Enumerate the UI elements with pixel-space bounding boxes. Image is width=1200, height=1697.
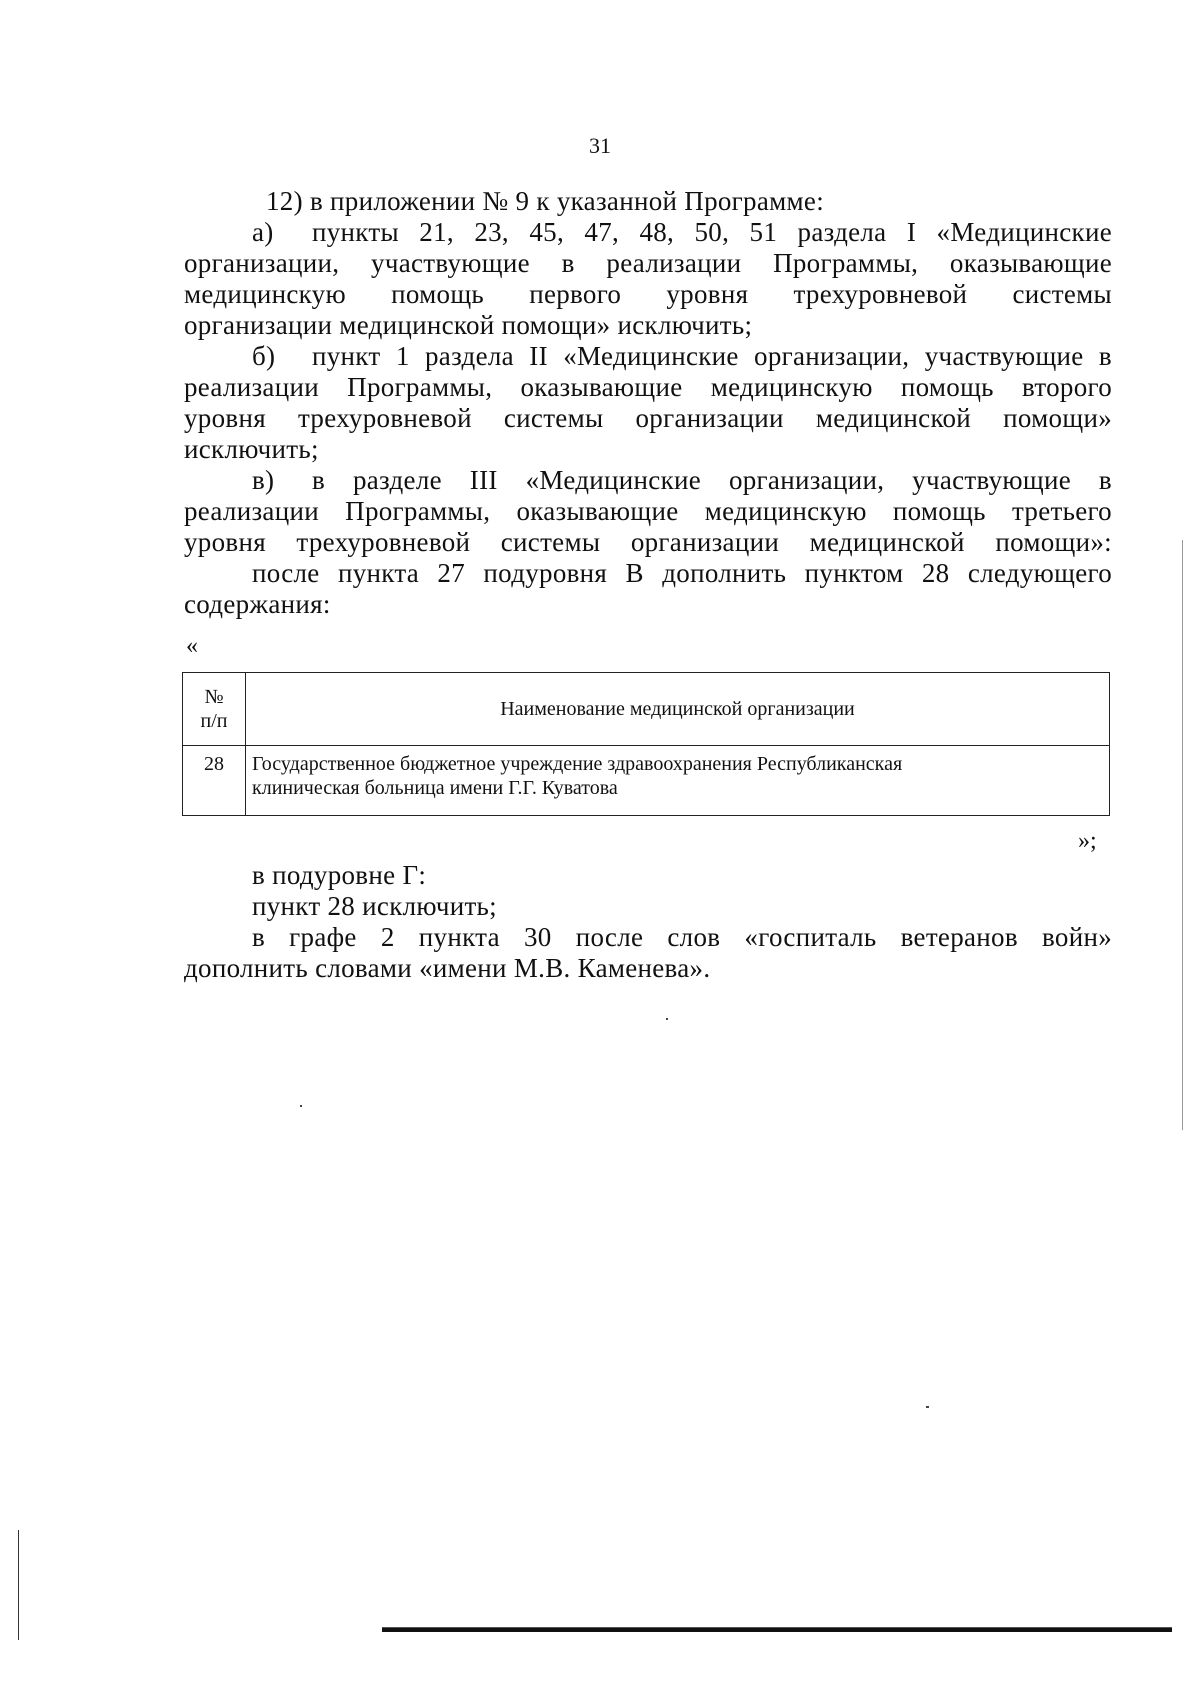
section-subtier-g [184, 860, 1112, 984]
item-b-text-1: пункт 1 раздела II «Медицинские организации, участвующие в [312, 341, 1112, 371]
item-b-line-4: исключить; [184, 434, 319, 464]
exclude-line: пункт 28 исключить; [252, 891, 497, 921]
item-v-text-1: в разделе III «Медицинские организации, участвующие в [312, 465, 1112, 495]
after-line-2: содержания: [184, 589, 331, 619]
right-edge-mark [1182, 540, 1183, 1130]
item-12-heading: 12) в приложении № 9 к указанной Программе: [266, 186, 825, 216]
graph-line-2: дополнить словами «имени М.В. Каменева». [184, 953, 711, 983]
opening-quote: « [186, 633, 198, 659]
speck [666, 1018, 668, 1020]
speck [300, 1105, 302, 1107]
item-a-line-4: организации медицинской помощи» исключить; [184, 310, 753, 340]
header-number [183, 673, 246, 746]
row-organization-name-line-1: Государственное бюджетное учреждение здравоохранения Республиканская [252, 753, 903, 775]
table-header-row [183, 673, 1110, 746]
item-v-line-1 [184, 465, 1112, 496]
item-a-letter: а) [252, 217, 274, 247]
item-a-text-1: пункты 21, 23, 45, 47, 48, 50, 51 раздела I «Медицинские [312, 217, 1112, 247]
row-organization-name-line-2: клиническая больница имени Г.Г. Куватова [252, 777, 618, 799]
item-v-letter: в) [252, 465, 275, 495]
closing-quote: »; [1078, 828, 1097, 854]
item-b-line-2: реализации Программы, оказывающие медицинскую помощь второго [184, 372, 1112, 402]
item-a-line-1 [184, 217, 1112, 248]
page-number: 31 [589, 133, 611, 158]
item-b-letter: б) [252, 341, 276, 371]
item-a-line-2: организации, участвующие в реализации Программы, оказывающие [184, 248, 1112, 278]
item-b-line-3: уровня трехуровневой системы организации медицинской помощи» [184, 403, 1112, 433]
item-a-line-3: медицинскую помощь первого уровня трехуровневой системы [184, 279, 1112, 309]
organizations-table [182, 672, 1110, 816]
item-b-line-1 [184, 341, 1112, 372]
graph-line-1: в графе 2 пункта 30 после слов «госпиталь ветеранов войн» [252, 922, 1112, 952]
row-number: 28 [183, 746, 246, 816]
table-row [183, 746, 1110, 816]
header-number-line-2: п/п [200, 710, 228, 732]
left-edge-mark [18, 1530, 19, 1640]
header-number-line-1: № [204, 686, 224, 708]
row-organization-name [246, 746, 1110, 816]
item-v-line-2: реализации Программы, оказывающие медицинскую помощь третьего [184, 496, 1112, 526]
bottom-edge-line [382, 1628, 1172, 1632]
item-v-line-3: уровня трехуровневой системы организации медицинской помощи»: [184, 527, 1112, 557]
speck [926, 1406, 929, 1408]
subtier-g-line: в подуровне Г: [252, 860, 427, 890]
section-12 [184, 186, 1112, 620]
after-line-1: после пункта 27 подуровня В дополнить пунктом 28 следующего [252, 558, 1112, 588]
header-organization-name: Наименование медицинской организации [246, 673, 1110, 746]
